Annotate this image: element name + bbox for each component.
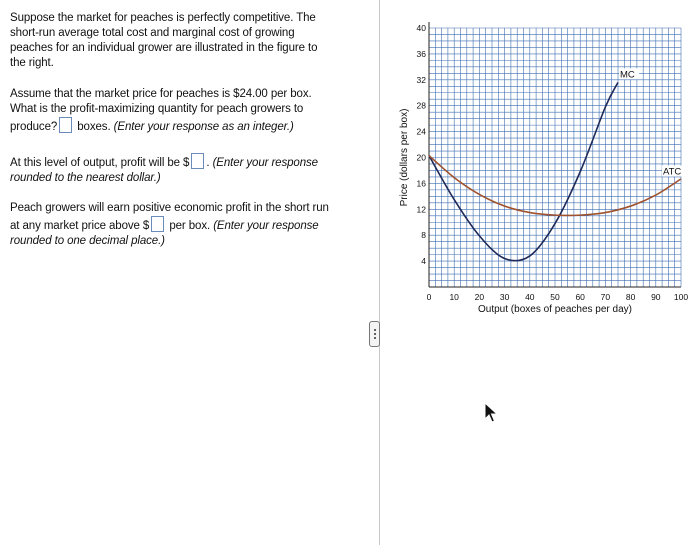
y-tick-label: 4: [421, 256, 426, 267]
y-tick-label: 40: [416, 23, 426, 33]
y-tick-label: 24: [416, 126, 426, 137]
y-tick-label: 16: [416, 178, 426, 189]
q1-post: boxes.: [77, 121, 111, 133]
x-tick-label: 100: [673, 292, 689, 302]
q3-pre: at any market price above $: [10, 220, 150, 232]
q1-pre: produce?: [10, 121, 58, 133]
intro-line: the right.: [10, 57, 54, 69]
x-tick-label: 30: [499, 292, 510, 302]
q3-hint-2: rounded to one decimal place.): [10, 235, 165, 247]
x-tick-label: 50: [550, 292, 560, 302]
intro-line: short-run average total cost and marginal cost of growing: [10, 27, 295, 39]
q2-hint: (Enter your response: [212, 157, 318, 169]
y-tick-label: 20: [416, 152, 426, 163]
x-tick-label: 20: [474, 292, 485, 302]
x-axis-label: Output (boxes of peaches per day): [478, 304, 632, 315]
q1-line: Assume that the market price for peaches is $24.00 per box.: [10, 88, 312, 100]
series-label-mc: MC: [620, 69, 635, 81]
chart-grid: [429, 28, 681, 287]
q2-pre: At this level of output, profit will be $: [10, 157, 190, 169]
q3-hint: (Enter your response: [213, 220, 319, 232]
x-tick-label: 90: [651, 292, 661, 302]
x-tick-label: 10: [449, 292, 459, 302]
series-label-atc: ATC: [663, 166, 682, 178]
y-tick-label: 36: [416, 48, 426, 59]
x-tick-label: 70: [600, 292, 611, 302]
q1-line: What is the profit-maximizing quantity for peach growers to: [10, 103, 304, 115]
intro-line: peaches for an individual grower are illustrated in the figure to: [10, 42, 318, 54]
mouse-pointer-icon: [484, 402, 498, 424]
y-tick-label: 8: [421, 230, 426, 241]
q2-hint-2: rounded to the nearest dollar.): [10, 172, 161, 184]
intro-line: Suppose the market for peaches is perfectly competitive. The: [10, 12, 316, 24]
q2-post: .: [206, 157, 210, 169]
x-tick-label: 80: [625, 292, 636, 302]
x-tick-label: 0: [426, 292, 432, 302]
q3-mid: per box.: [169, 220, 211, 232]
y-tick-label: 12: [416, 204, 426, 215]
y-axis-label: Price (dollars per box): [399, 108, 410, 207]
y-tick-label: 28: [416, 100, 426, 111]
x-tick-label: 40: [525, 292, 535, 302]
q1-hint: (Enter your response as an integer.): [113, 121, 294, 133]
x-tick-label: 60: [575, 292, 585, 302]
y-tick-label: 32: [416, 74, 426, 85]
q3-line-1: Peach growers will earn positive economic profit in the short run: [10, 202, 329, 214]
